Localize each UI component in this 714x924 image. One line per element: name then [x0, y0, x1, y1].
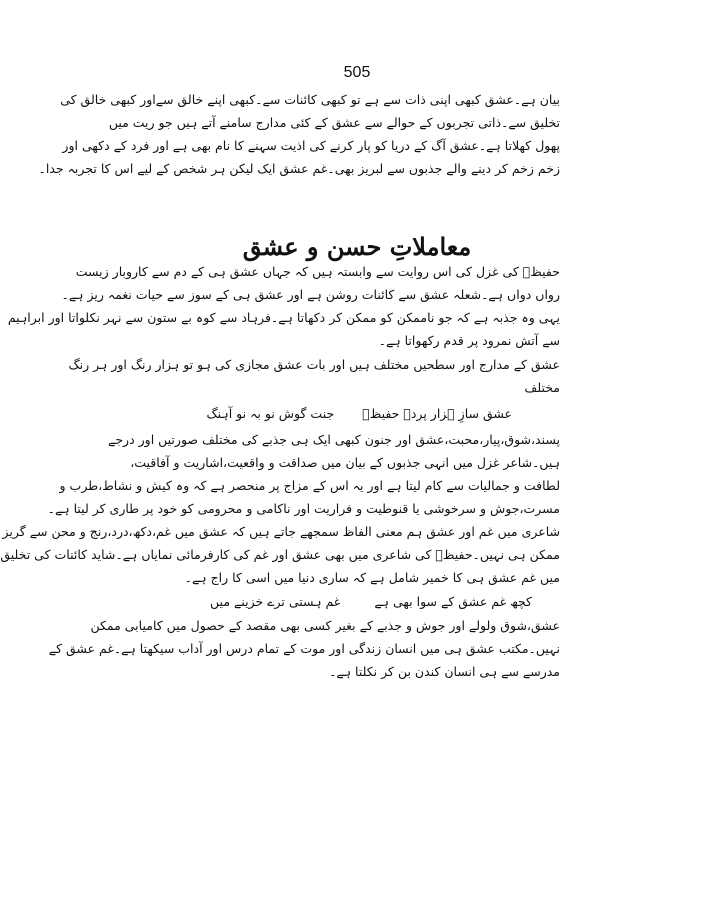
text-line: لطافت و جمالیات سے کام لیتا ہے اور یہ اس کے مزاج پر منحصر ہے کہ وہ کیش و نشاط،طرب و: [59, 478, 560, 493]
text-line: ہیں۔شاعر غزل میں انہی جذبوں کے بیان میں صداقت و واقعیت،اشاریت و آفاقیت،: [130, 455, 560, 470]
text-line: عشق کے مدارج اور سطحیں مختلف ہیں اور بات عشق مجازی کی ہو تو ہزار رنگ اور ہر رنگ: [68, 357, 560, 372]
couplet-2: [160, 590, 560, 613]
couplet-right-hemistich: کچھ غم عشق کے سوا بھی ہے: [374, 594, 532, 609]
text-line: بیان ہے۔عشق کبھی اپنی ذات سے ہے تو کبھی کائنات سے۔کبھی اپنے خالق سےاور کبھی خالق کی: [60, 92, 560, 107]
text-line: حفیظؔ کی غزل کی اس روایت سے وابستہ ہیں کہ جہاں عشق ہی کے دم سے کاروبار زیست: [75, 264, 560, 279]
text-line: مدرسے سے ہی انسان کندن بن کر نکلتا ہے۔: [329, 664, 560, 679]
couplet-left-hemistich: غم ہستی ترے خزینے میں: [210, 594, 341, 609]
paragraph-2: [68, 353, 560, 399]
page-number: 505: [343, 64, 371, 81]
text-line: رواں دواں ہے۔شعلہ عشق سے کائنات روشن ہے اور عشق ہی کے سوز سے حیات نغمہ ریز ہے۔: [61, 287, 560, 302]
paragraph-1: [7, 260, 560, 352]
text-line: پھول کھلاتا ہے۔عشق آگ کے دریا کو پار کرنے کی اذیت سہنے کا نام بھی ہے اور فرد کے دکھی اور: [62, 138, 560, 153]
text-line: زخم زخم کر دینے والے جذبوں سے لبریز بھی۔غم عشق ایک لیکن ہر شخص کے لیے اس کا تجربہ جدا۔: [38, 161, 560, 176]
section-heading: معاملاتِ حسن و عشق: [242, 232, 472, 261]
text-line: ممکن ہی نہیں۔حفیظؔ کی شاعری میں بھی عشق اور غم کی کارفرمائی نمایاں ہے۔شاید کائنات کی تخلیق: [0, 547, 560, 562]
text-line: یہی وہ جذبہ ہے کہ جو ناممکن کو ممکن کر دکھاتا ہے۔فرہاد سے کوہ بے ستون سے نہر نکلواتا اور ابراہیم: [7, 310, 560, 325]
text-line: عشق،شوق ولولے اور جوش و جذبے کے بغیر کسی بھی مقصد کے حصول میں کامیابی ممکن: [90, 618, 560, 633]
couplet-1: [160, 402, 560, 425]
paragraph-3: [0, 428, 560, 589]
text-line: نہیں۔مکتب عشق ہی میں انسان زندگی اور موت کے تمام درس اور آداب سیکھتا ہے۔غم عشق کے: [48, 641, 560, 656]
couplet-right-hemistich: عشق سازِ ہزار پردہ حفیظؔ: [362, 406, 512, 421]
text-line: میں غم عشق ہی کا خمیر شامل ہے کہ ساری دنیا میں اسی کا راج ہے۔: [184, 570, 560, 585]
intro-paragraph: [38, 88, 560, 180]
text-line: مسرت،جوش و سرخوشی یا قنوطیت و فراریت اور ناکامی و محرومی کو خود پر طاری کر لیتا ہے۔: [47, 501, 560, 516]
couplet-left-hemistich: جنت گوش نو بہ نو آہنگ: [206, 406, 335, 421]
text-line: سے آتش نمرود پر قدم رکھواتا ہے۔: [378, 333, 560, 348]
text-line: تخلیق سے۔ذاتی تجربوں کے حوالے سے عشق کے کئی مدارج سامنے آتے ہیں جو ریت میں: [108, 115, 560, 130]
text-line: مختلف: [524, 380, 560, 395]
text-line: پسند،شوق،پیار،محبت،عشق اور جنون کبھی ایک ہی جذبے کی مختلف صورتیں اور درجے: [108, 432, 560, 447]
paragraph-4: [48, 614, 560, 683]
text-line: شاعری میں غم اور عشق ہم معنی الفاظ سمجھے جاتے ہیں کہ عشق میں غم،دکھ،درد،رنج و محن سے گریز: [2, 524, 560, 539]
